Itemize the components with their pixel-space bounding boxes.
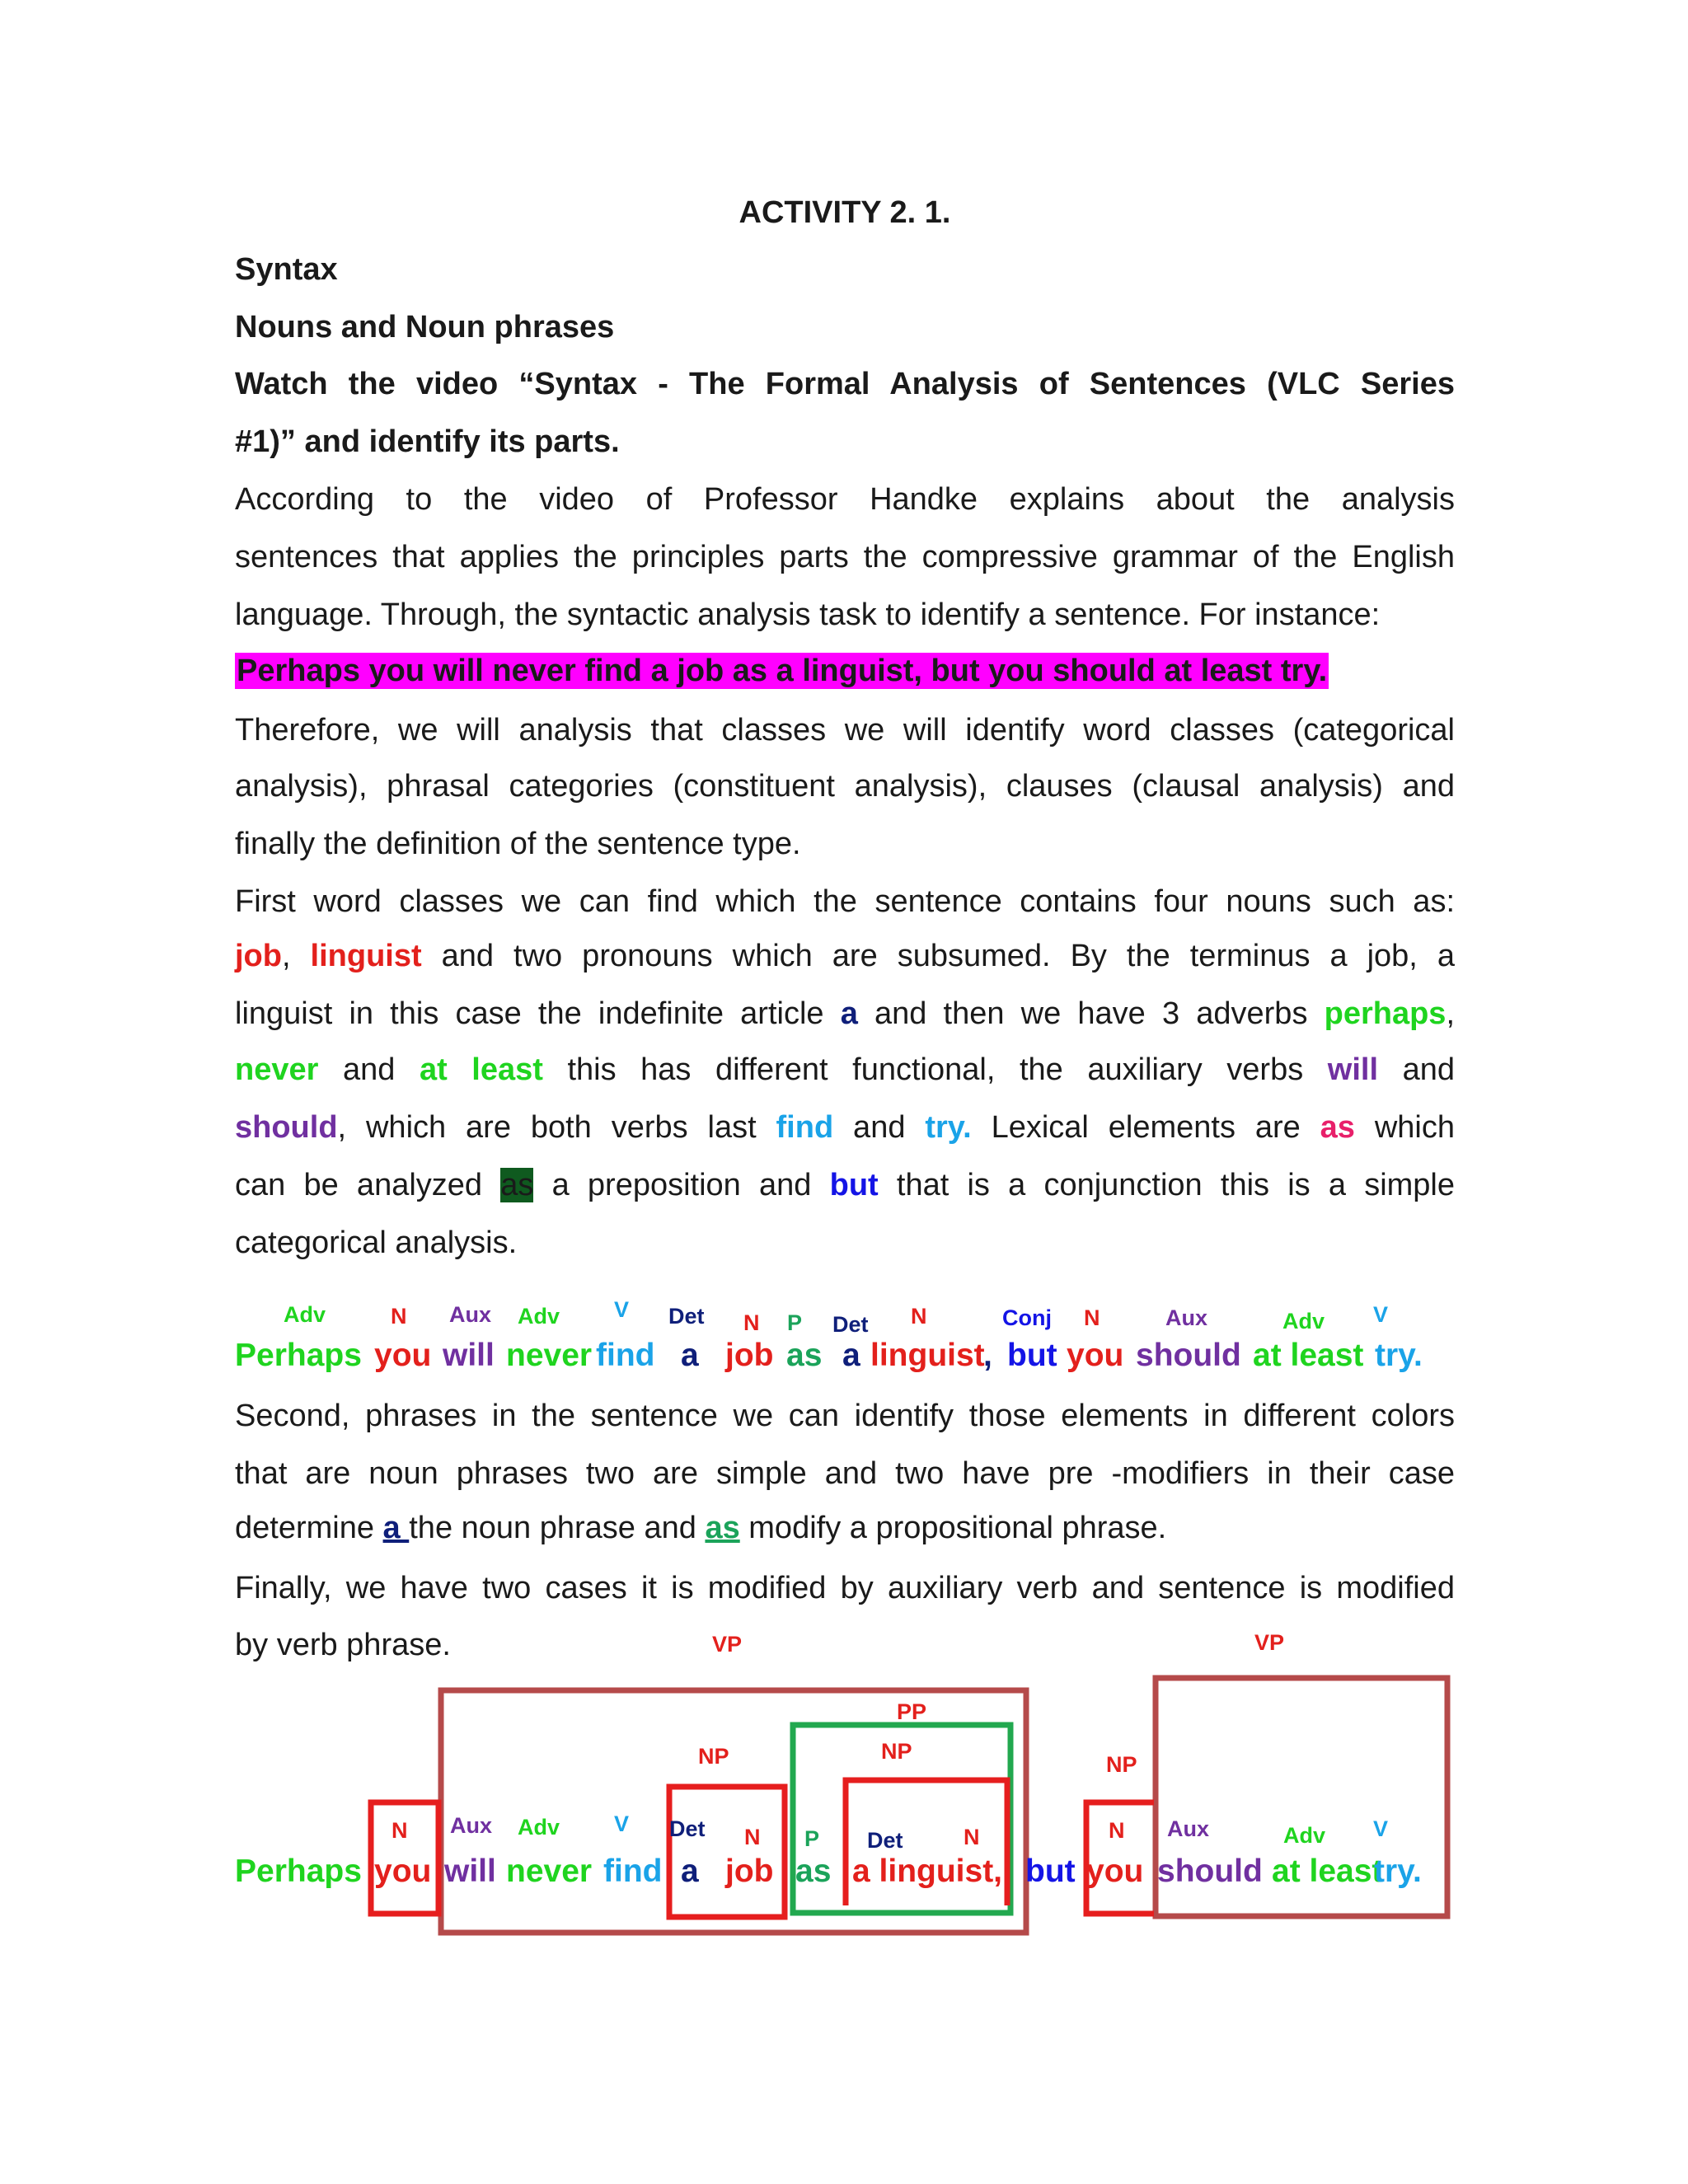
word-try: try. — [1375, 1338, 1423, 1373]
tag-det: Det — [832, 1312, 869, 1337]
text-segment: that is a conjunction this is a simple — [878, 1168, 1456, 1202]
word-try: try. — [1374, 1854, 1422, 1889]
word-never: never — [506, 1338, 593, 1373]
instruction-line-1: Watch the video “Syntax - The Formal Analysis of Sentences (VLC Series — [235, 367, 1455, 401]
tag-adv: Adv — [284, 1302, 326, 1327]
word-as: as — [1320, 1110, 1355, 1145]
tag-n: N — [743, 1310, 760, 1335]
word-at-least: at least — [1253, 1338, 1364, 1373]
word-job: job — [235, 939, 282, 973]
tag-adv: Adv — [1283, 1823, 1326, 1848]
instruction-line-2: #1)” and identify its parts. — [235, 424, 620, 459]
tag-aux: Aux — [450, 1813, 493, 1838]
tag-v: V — [1373, 1302, 1389, 1327]
tag-aux: Aux — [449, 1302, 492, 1327]
para4-line-1: Second, phrases in the sentence we can identify those elements in different colors — [235, 1399, 1455, 1433]
word-will: will — [444, 1854, 496, 1889]
word-should: should — [1136, 1338, 1241, 1373]
word-you: you — [1067, 1338, 1124, 1373]
word-you: you — [374, 1338, 432, 1373]
text-segment: and — [318, 1052, 420, 1087]
tag-det: Det — [669, 1816, 706, 1841]
np-box-job — [669, 1787, 785, 1917]
text-segment: a preposition and — [533, 1168, 830, 1202]
para3-line-7: categorical analysis. — [235, 1226, 518, 1260]
text-segment: can be analyzed — [235, 1168, 501, 1202]
tag-p: P — [804, 1826, 820, 1851]
word-as: as — [795, 1854, 832, 1889]
text-segment: , which are both verbs last — [337, 1110, 776, 1145]
word-at-least: at least — [419, 1052, 543, 1087]
text-segment: which — [1354, 1110, 1455, 1145]
word-never: never — [506, 1854, 593, 1889]
text-segment: and then we have 3 adverbs — [857, 996, 1325, 1031]
tag-v: V — [1373, 1816, 1389, 1841]
para5-line-2: by verb phrase. — [235, 1628, 451, 1662]
tag-aux: Aux — [1165, 1305, 1208, 1330]
word-a: a — [681, 1854, 699, 1889]
word-as: as — [786, 1338, 823, 1373]
word-you: you — [1086, 1854, 1144, 1889]
heading-syntax: Syntax — [235, 252, 338, 287]
word-job: job — [725, 1338, 774, 1373]
word-as-highlighted: as — [500, 1168, 534, 1202]
text-segment: , — [1446, 996, 1455, 1031]
tag-det: Det — [668, 1304, 705, 1329]
tag-n: N — [1109, 1818, 1125, 1843]
tag-adv: Adv — [1282, 1309, 1325, 1333]
para5-line-1: Finally, we have two cases it is modified by auxiliary verb and sentence is modified — [235, 1571, 1455, 1605]
phrase-label-vp: VP — [712, 1632, 743, 1657]
text-segment: this has different functional, the auxiliary verbs — [542, 1052, 1328, 1087]
tag-conj: Conj — [1002, 1305, 1052, 1330]
para1-line-1: According to the video of Professor Handke explains about the analysis — [235, 482, 1455, 517]
phrase-label-np: NP — [881, 1739, 912, 1764]
tag-n: N — [391, 1304, 407, 1329]
activity-title: ACTIVITY 2. 1. — [738, 195, 951, 230]
tag-n: N — [964, 1825, 980, 1849]
para2-line-3: finally the definition of the sentence type. — [235, 827, 801, 861]
para4-line-2: that are noun phrases two are simple and two have pre -modifiers in their case — [235, 1456, 1455, 1491]
text-segment: modify a propositional phrase. — [739, 1511, 1167, 1545]
word-find: find — [603, 1854, 663, 1889]
word-perhaps: Perhaps — [235, 1338, 362, 1373]
para1-line-3: language. Through, the syntactic analysis task to identify a sentence. For instance: — [235, 598, 1381, 632]
word-should: should — [1157, 1854, 1263, 1889]
para2-line-2: analysis), phrasal categories (constituent analysis), clauses (clausal analysis) and — [235, 769, 1455, 804]
text-segment: Lexical elements are — [971, 1110, 1320, 1145]
word-will: will — [443, 1338, 495, 1373]
word-perhaps: Perhaps — [235, 1854, 362, 1889]
para3-line-1: First word classes we can find which the sentence contains four nouns such as: — [235, 884, 1455, 919]
word-linguist: linguist — [870, 1338, 985, 1373]
word-but: but — [1025, 1854, 1076, 1889]
phrase-label-np: NP — [698, 1744, 729, 1769]
word-a: a — [681, 1338, 699, 1373]
phrase-label-vp: VP — [1254, 1630, 1285, 1655]
tag-n: N — [1084, 1305, 1100, 1330]
word-a: a — [840, 996, 858, 1031]
example-sentence-highlight: Perhaps you will never find a job as a linguist, but you should at least try. — [237, 654, 1328, 688]
para3-line-2-rest: and two pronouns which are subsumed. By the terminus a job, a — [421, 939, 1455, 973]
text-segment: linguist in this case the indefinite article — [235, 996, 841, 1031]
para1-line-2: sentences that applies the principles parts the compressive grammar of the English — [235, 540, 1455, 574]
tag-v: V — [614, 1811, 630, 1836]
word-a: a — [842, 1338, 860, 1373]
tag-n: N — [911, 1304, 927, 1329]
tag-n: N — [744, 1825, 761, 1849]
word-find: find — [776, 1110, 834, 1145]
word-should: should — [235, 1110, 338, 1145]
phrase-label-np: NP — [1106, 1752, 1137, 1777]
word-you: you — [374, 1854, 432, 1889]
word-at-least: at least — [1272, 1854, 1383, 1889]
word-will: will — [1327, 1052, 1379, 1087]
word-job: job — [725, 1854, 774, 1889]
tag-adv: Adv — [518, 1815, 560, 1840]
phrase-label-pp: PP — [897, 1699, 927, 1724]
word-but: but — [829, 1168, 879, 1202]
comma: , — [281, 939, 291, 973]
tag-p: P — [787, 1310, 803, 1335]
text-segment: determine — [235, 1511, 383, 1545]
word-a-underlined: a — [382, 1511, 410, 1545]
text-segment: and — [1378, 1052, 1455, 1087]
tag-n: N — [392, 1818, 408, 1843]
word-linguist: linguist — [310, 939, 422, 973]
word-as-underlined: as — [705, 1511, 740, 1545]
tag-aux: Aux — [1167, 1816, 1210, 1841]
tag-adv: Adv — [518, 1304, 560, 1329]
word-try: try. — [925, 1110, 972, 1145]
word-comma: , — [983, 1338, 992, 1373]
word-never: never — [235, 1052, 319, 1087]
para2-line-1: Therefore, we will analysis that classes we will identify word classes (categorical — [235, 713, 1455, 748]
text-segment: and — [833, 1110, 926, 1145]
heading-nouns: Nouns and Noun phrases — [235, 310, 615, 344]
word-but: but — [1007, 1338, 1057, 1373]
word-a-linguist: a linguist, — [852, 1854, 1003, 1889]
tag-det: Det — [867, 1828, 903, 1853]
word-perhaps: perhaps — [1324, 996, 1447, 1031]
text-segment: the noun phrase and — [409, 1511, 706, 1545]
word-find: find — [596, 1338, 655, 1373]
tag-v: V — [614, 1297, 630, 1322]
